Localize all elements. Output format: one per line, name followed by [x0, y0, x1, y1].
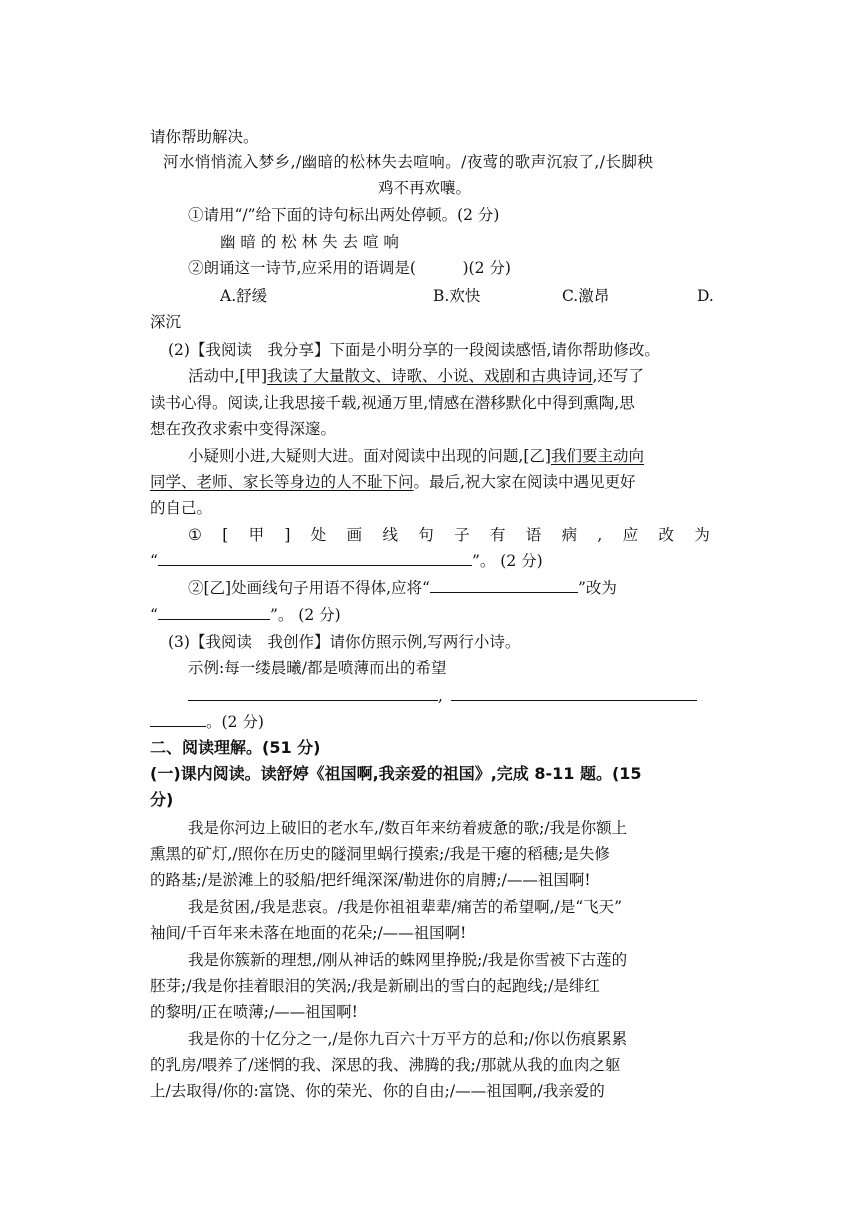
reading-line: 上/去取得/你的:富饶、你的荣光、你的自由;/——祖国啊,/我亲爱的 — [150, 1082, 605, 1100]
char: ] — [284, 526, 291, 544]
question-2: (2)【我阅读 我分享】下面是小明分享的一段阅读感悟,请你帮助修改。 — [168, 341, 660, 359]
reading-line: 的乳房/喂养了/迷惘的我、深思的我、沸腾的我;/那就从我的血肉之躯 — [150, 1056, 621, 1074]
paragraph-line: 想在孜孜求索中变得深邃。 — [150, 420, 337, 438]
subsection-heading: (一)课内阅读。读舒婷《祖国啊,我亲爱的祖国》,完成 8-11 题。(15 — [150, 764, 642, 783]
text: ”。 (2 分) — [269, 606, 341, 624]
char: 语 — [525, 526, 542, 544]
char: 画 — [346, 526, 363, 544]
underlined-sentence-yi-cont: 同学、老师、家长等身边的人不耻下问 — [150, 473, 414, 491]
paragraph-line: 读书心得。阅读,让我思接千载,视通万里,情感在潜移默化中得到熏陶,思 — [150, 394, 635, 412]
reading-line: 我是你的十亿分之一,/是你九百六十万平方的总和;/你以伤痕累累 — [188, 1030, 628, 1048]
text: ,还写了 — [592, 367, 644, 385]
underlined-sentence-yi: 我们要主动向 — [550, 447, 644, 465]
char: 子 — [454, 526, 470, 544]
char: 应 — [622, 526, 639, 544]
paragraph-line: 的自己。 — [150, 499, 213, 517]
option-d-text: 深沉 — [150, 313, 182, 331]
reading-line: 胚芽;/我是你挂着眼泪的笑涡;/我是新刷出的雪白的起跑线;/是绯红 — [150, 977, 600, 995]
quote: “ — [150, 606, 158, 624]
question-1a: ①请用“/”给下面的诗句标出两处停顿。(2 分) — [188, 206, 500, 224]
text: ②[乙]处画线句子用语不得体,应将“ — [188, 579, 430, 597]
text-line: 请你帮助解决。 — [150, 128, 259, 146]
reading-line: 我是你簇新的理想,/刚从神话的蛛网里挣脱;/我是你雪被下古莲的 — [188, 951, 628, 969]
char: 线 — [382, 526, 398, 544]
paragraph-line — [188, 366, 644, 386]
text: 。(2 分) — [206, 713, 264, 731]
char: 甲 — [248, 526, 265, 544]
subsection-heading-cont: 分) — [150, 790, 174, 809]
poem-blank-3[interactable] — [150, 712, 206, 727]
reading-line: 的黎明/正在喷薄;/——祖国啊! — [150, 1003, 358, 1021]
char: [ — [222, 526, 229, 544]
char: ① — [188, 526, 202, 544]
reading-line: 我是贫困,/我是悲哀。/我是你祖祖辈辈/痛苦的希望啊,/是“飞天” — [188, 898, 623, 916]
text: 。最后,祝大家在阅读中遇见更好 — [413, 473, 636, 491]
answer-1-line — [150, 551, 543, 571]
poem-answer-line-end — [150, 712, 264, 732]
text: ”改为 — [577, 579, 617, 597]
char: 改 — [658, 526, 675, 544]
char: 处 — [310, 526, 327, 544]
paragraph-line — [188, 446, 644, 466]
underlined-sentence-jia: 我读了大量散文、诗歌、小说、戏剧和古典诗词 — [267, 367, 593, 385]
text: 小疑则小进,大疑则大进。面对阅读中出现的问题,[乙] — [188, 447, 551, 465]
answer-blank-2a[interactable] — [430, 578, 578, 593]
char: 病 — [561, 526, 578, 544]
char: , — [597, 526, 603, 544]
answer-blank-1[interactable] — [158, 551, 472, 566]
answer-blank-2b[interactable] — [158, 605, 270, 620]
poem-blank-1[interactable] — [188, 686, 438, 701]
poem-answer-line — [188, 686, 697, 706]
poem-line: 河水悄悄流入梦乡,/幽暗的松林失去喧响。/夜莺的歌声沉寂了,/长脚秧 — [163, 153, 654, 171]
poem-line: 鸡不再欢嚷。 — [378, 179, 472, 197]
section-heading: 二、阅读理解。(51 分) — [150, 738, 321, 757]
text: 活动中,[甲] — [188, 367, 268, 385]
option-c: C.激昂 — [562, 287, 610, 305]
reading-line: 的路基;/是淤滩上的驳船/把纤绳深深/勒进你的肩膊;/——祖国啊! — [150, 871, 591, 889]
text: ”。 (2 分) — [471, 552, 543, 570]
question-1b: ②朗诵这一诗节,应采用的语调是( )(2 分) — [188, 259, 511, 277]
poem-blank-2[interactable] — [451, 686, 697, 701]
option-a: A.舒缓 — [220, 287, 268, 305]
answer-2-line-b — [150, 605, 341, 625]
option-b: B.欢快 — [433, 287, 481, 305]
reading-line: 袖间/千百年来未落在地面的花朵;/——祖国啊! — [150, 924, 467, 942]
option-d: D. — [697, 287, 714, 305]
example-line: 示例:每一缕晨曦/都是喷薄而出的希望 — [188, 659, 447, 677]
reading-line: 熏黑的矿灯,/照你在历史的隧洞里蜗行摸索;/我是干瘪的稻穗;是失修 — [150, 845, 610, 863]
quote: “ — [150, 552, 158, 570]
char: 句 — [418, 526, 434, 544]
paragraph-line — [150, 472, 635, 492]
char: 有 — [489, 526, 506, 544]
char: 为 — [694, 526, 710, 544]
comma: , — [438, 687, 443, 705]
answer-1-prompt — [188, 525, 710, 545]
poem-to-mark: 幽 暗 的 松 林 失 去 喧 响 — [220, 233, 399, 251]
answer-2-line — [188, 578, 617, 598]
question-3: (3)【我阅读 我创作】请你仿照示例,写两行小诗。 — [168, 633, 521, 651]
reading-line: 我是你河边上破旧的老水车,/数百年来纺着疲惫的歌;/我是你额上 — [188, 819, 628, 837]
